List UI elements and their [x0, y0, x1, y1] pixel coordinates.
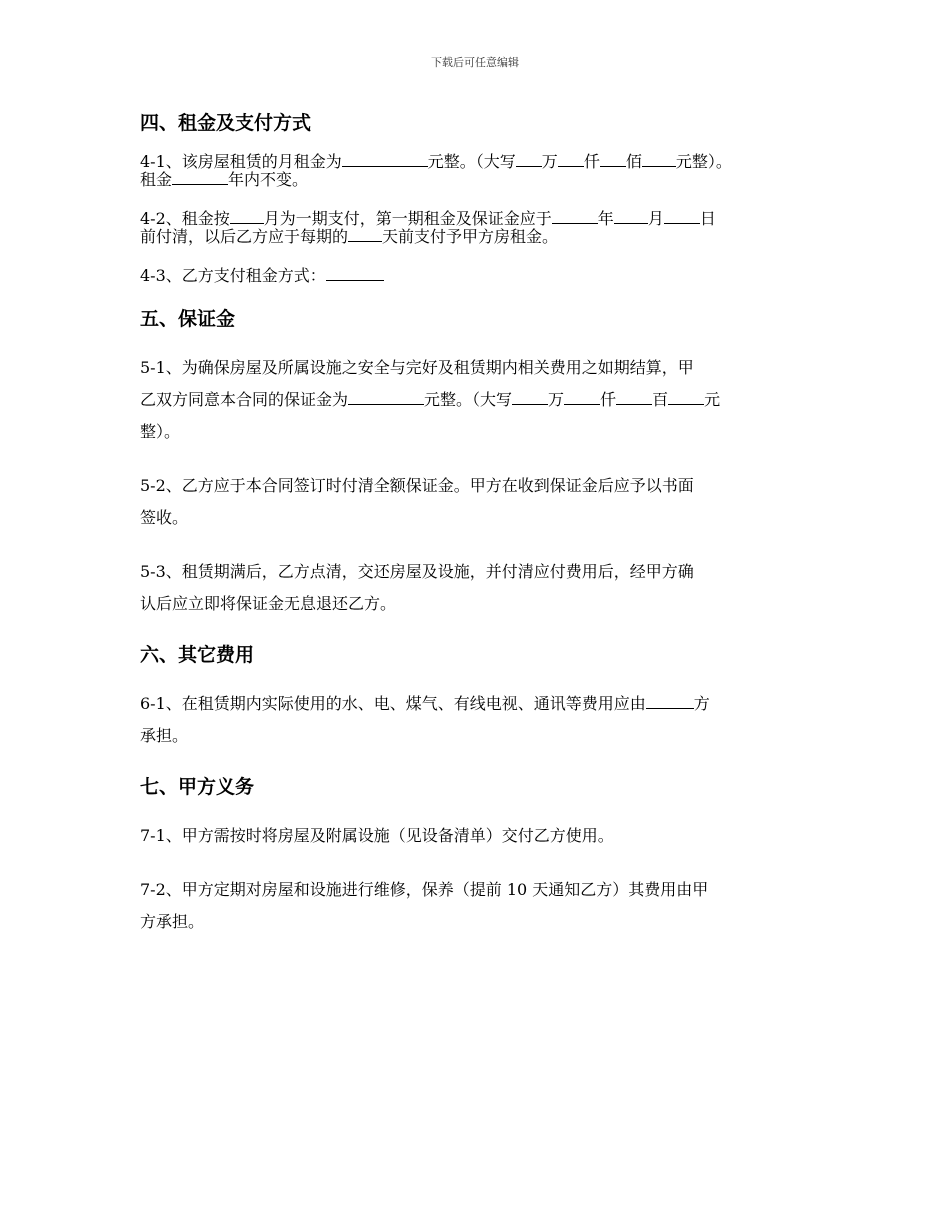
- blank-yuan[interactable]: [642, 152, 676, 167]
- clause-5-1-text: 5-1、为确保房屋及所属设施之安全与完好及租赁期内相关费用之如期结算，甲: [140, 358, 694, 377]
- clause-6-1: [140, 688, 820, 752]
- clause-4-2-text: 4-2、租金按: [140, 209, 230, 228]
- section-4-heading: 四、租金及支付方式: [140, 112, 312, 134]
- clause-4-3-text: 4-3、乙方支付租金方式：: [140, 266, 326, 285]
- clause-5-1-text: 乙双方同意本合同的保证金为: [140, 390, 349, 409]
- clause-5-3-text: 5-3、租赁期满后，乙方点清，交还房屋及设施，并付清应付费用后，经甲方确: [140, 562, 694, 581]
- clause-4-1-text: 租金: [140, 170, 173, 189]
- blank-qian[interactable]: [558, 152, 584, 167]
- clause-6-1-text: 6-1、在租赁期内实际使用的水、电、煤气、有线电视、通讯等费用应由: [140, 694, 646, 713]
- clause-7-2-text: 方承担。: [140, 912, 205, 931]
- clause-5-1-text: 百: [652, 390, 669, 409]
- header-note: 下载后可任意编辑: [431, 56, 519, 69]
- clause-5-3-text: 认后应立即将保证金无息退还乙方。: [140, 594, 397, 613]
- blank-wan[interactable]: [516, 152, 542, 167]
- clause-5-3: [140, 556, 820, 620]
- clause-6-1-text: 承担。: [140, 726, 189, 745]
- clause-4-1-text: 仟: [583, 152, 600, 171]
- clause-6-1-text: 方: [693, 694, 710, 713]
- clause-4-1-text: 佰: [625, 152, 642, 171]
- clause-7-1: [140, 820, 820, 852]
- clause-5-1: [140, 352, 820, 448]
- section-6-heading: 六、其它费用: [140, 644, 255, 666]
- clause-5-2: [140, 470, 820, 534]
- clause-5-1-text: 整）。: [140, 422, 181, 441]
- clause-4-1: [140, 152, 820, 188]
- clause-4-2-text: 月: [647, 209, 664, 228]
- clause-5-1-text: 元: [704, 390, 721, 409]
- clause-5-2-text: 5-2、乙方应于本合同签订时付清全额保证金。甲方在收到保证金后应予以书面: [140, 476, 694, 495]
- clause-4-1-text: 4-1、该房屋租赁的月租金为: [140, 152, 342, 171]
- blank-deposit[interactable]: [348, 390, 424, 405]
- clause-4-2-text: 日: [699, 209, 716, 228]
- clause-4-2: [140, 209, 820, 245]
- clause-4-3: [140, 266, 820, 284]
- blank-days-before[interactable]: [348, 227, 382, 242]
- blank-wan[interactable]: [512, 390, 548, 405]
- clause-5-1-text: 万: [548, 390, 565, 409]
- clause-4-1-text: 元整。（大写: [427, 152, 516, 171]
- clause-4-2-text: 天前支付予甲方房租金。: [382, 227, 559, 246]
- blank-year[interactable]: [552, 209, 598, 224]
- clause-5-1-text: 仟: [600, 390, 617, 409]
- clause-4-1-text: 年内不变。: [228, 170, 309, 189]
- clause-7-2: [140, 874, 820, 938]
- clause-7-2-text: 7-2、甲方定期对房屋和设施进行维修，保养（提前 10 天通知乙方）其费用由甲: [140, 880, 709, 899]
- blank-monthly-rent[interactable]: [342, 152, 428, 167]
- clause-4-2-text: 前付清，以后乙方应于每期的: [140, 227, 349, 246]
- clause-5-1-text: 元整。（大写: [424, 390, 513, 409]
- clause-5-2-text: 签收。: [140, 508, 189, 527]
- blank-payment-method[interactable]: [326, 266, 384, 281]
- section-5-heading: 五、保证金: [140, 308, 236, 330]
- clause-4-1-text: 万: [541, 152, 558, 171]
- blank-month[interactable]: [614, 209, 648, 224]
- section-7-heading: 七、甲方义务: [140, 776, 255, 798]
- blank-rent-years[interactable]: [172, 170, 228, 185]
- clause-7-1-text: 7-1、甲方需按时将房屋及附属设施（见设备清单）交付乙方使用。: [140, 826, 614, 845]
- blank-yuan[interactable]: [668, 390, 704, 405]
- document-content: [140, 110, 820, 938]
- blank-day[interactable]: [664, 209, 700, 224]
- blank-responsible-party[interactable]: [646, 694, 694, 709]
- blank-qian[interactable]: [564, 390, 600, 405]
- blank-bai[interactable]: [600, 152, 626, 167]
- blank-period-months[interactable]: [230, 209, 264, 224]
- clause-4-1-text: 元整）。: [675, 152, 732, 171]
- clause-4-2-text: 年: [597, 209, 614, 228]
- blank-bai[interactable]: [616, 390, 652, 405]
- clause-4-2-text: 月为一期支付，第一期租金及保证金应于: [263, 209, 552, 228]
